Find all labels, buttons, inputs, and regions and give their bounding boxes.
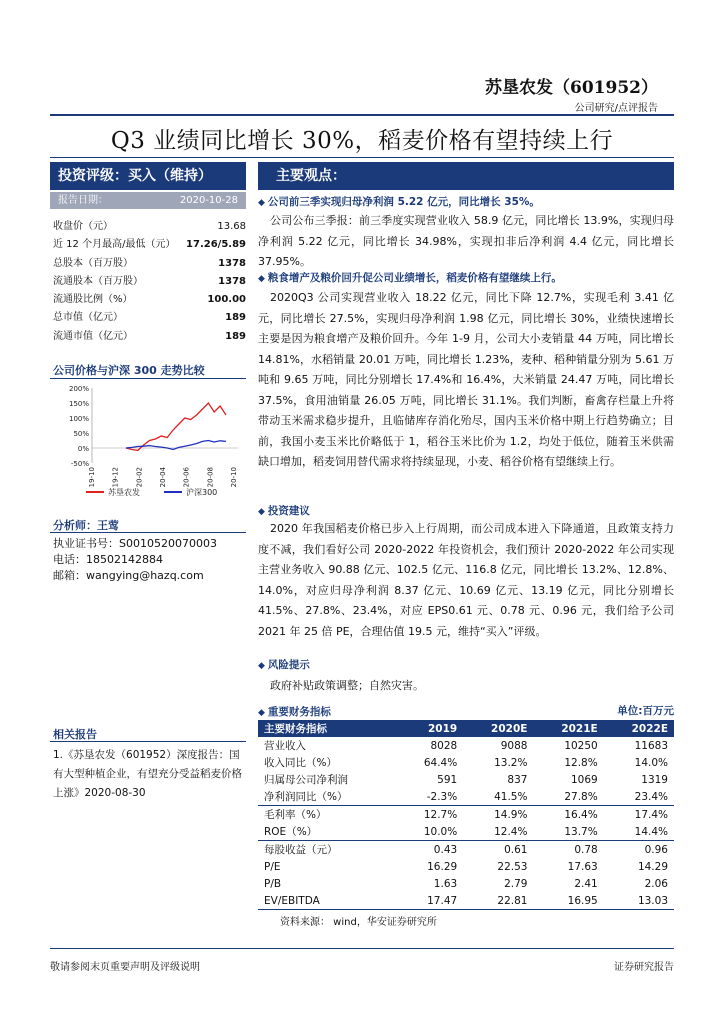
stat-row [53,218,246,236]
table-cell: 17.47 [427,894,458,907]
table-cell: 14.9% [463,806,533,824]
table-row [258,788,674,806]
table-cell: 0.43 [397,841,463,859]
table-row [258,875,674,892]
investment-advice-heading: ◆ 投资建议 [258,503,310,518]
table-cell: 27.8% [564,790,598,803]
financial-indicators-heading: ◆ 重要财务指标 [258,704,331,719]
table-cell: EV/EBITDA [264,894,320,907]
table-cell: 16.95 [567,894,598,907]
table-cell: P/B [264,877,282,890]
stat-row [53,328,246,346]
table-row [258,841,674,859]
table-cell: 归属母公司净利润 [264,774,348,786]
stat-row [53,236,246,254]
y-tick-label: 150% [68,400,89,408]
x-tick-label: 20-10 [230,467,238,488]
table-cell: 收入同比（%） [264,757,337,769]
series-line-0 [126,403,226,450]
stat-label: 流通股比例（%） [53,294,133,306]
price-performance-chart [50,380,246,510]
stat-label: 近 12 个月最高/最低（元） [53,239,176,251]
table-cell: 591 [437,773,458,786]
key-point-1: ◆ 公司前三季实现归母净利润 5.22 亿元，同比增长 35%。 [258,194,540,209]
paragraph-1: 公司公布三季报：前三季度实现营业收入 58.9 亿元，同比增长 13.9%，实现归母净利润 5.22 亿元，同比增长 34.98%，实现扣非后净利润 4.4 亿元，同比增长 37.95%。 [258,214,674,268]
table-row [258,737,674,754]
table-header-row [258,720,674,737]
table-cell: 16.4% [533,806,603,824]
table-cell: 837 [507,773,528,786]
footer-report-label: 证券研究报告 [614,962,674,973]
analyst-title: 分析师：王莺 [53,519,119,532]
data-source: 资料来源： wind，华安证券研究所 [280,917,437,928]
chart-title: 公司价格与沪深 300 走势比较 [53,364,205,377]
table-cell: 12.7% [397,806,463,824]
report-date: 2020-10-28 [179,195,238,206]
legend-label: 沪深300 [186,488,218,497]
table-cell: 13.03 [637,894,668,907]
table-cell: 每股收益（元） [258,841,397,859]
y-tick-label: 0% [77,445,89,453]
x-tick-label: 20-08 [206,467,215,488]
stat-value: 17.26/5.89 [186,239,246,251]
legend-label: 苏垦农发 [108,488,140,497]
report-title: Q3 业绩同比增长 30%，稻麦价格有望持续上行 [110,128,614,154]
table-cell: 10250 [564,739,598,752]
table-cell: 1319 [641,773,668,786]
x-tick-label: 20-02 [135,467,144,488]
table-cell: 14.0% [634,756,668,769]
analyst-divider [50,532,246,533]
table-header: 2022E [604,720,674,737]
x-tick-label: 19-12 [111,467,120,488]
report-date-bar [50,192,246,209]
table-cell: 41.5% [494,790,528,803]
stat-row [53,309,246,327]
stat-label: 流通市值（亿元） [53,330,133,342]
table-cell: 17.4% [604,806,674,824]
table-cell: 营业收入 [264,740,306,752]
table-cell: 16.29 [427,860,458,873]
x-tick-label: 20-06 [182,467,191,488]
stat-value: 1378 [218,275,246,287]
x-tick-label: 20-04 [159,467,167,488]
table-cell: 13.2% [494,756,528,769]
table-cell: 2.41 [574,877,598,890]
title-divider [50,157,674,158]
table-cell: 8028 [430,739,458,752]
footer-divider [50,948,674,949]
chart-title-divider [50,378,246,379]
table-cell: 22.53 [497,860,528,873]
table-cell: 0.96 [604,841,674,859]
stock-stats [53,218,246,346]
table-cell: ROE（%） [264,826,318,838]
main-views-header: 主要观点： [258,162,674,190]
stat-label: 收盘价（元） [53,221,113,232]
stat-value: 13.68 [217,221,246,232]
table-cell: 0.78 [533,841,603,859]
analyst-phone: 电话：18502142884 [53,553,163,566]
footer-disclaimer[interactable]: 敬请参阅末页重要声明及评级说明 [50,962,200,973]
table-row [258,754,674,771]
stat-label: 总股本（百万股） [53,257,133,269]
table-cell: 12.8% [564,756,598,769]
stat-row [53,291,246,309]
table-cell: 2.79 [504,877,528,890]
table-cell: 23.4% [634,790,668,803]
related-reports-title: 相关报告 [53,728,97,741]
table-cell: 1069 [570,773,598,786]
paragraph-3: 2020 年我国稻麦价格已步入上行周期，而公司成本进入下降通道，且政策支持力度不减，我们看好公司 2020-2022 年投资机会，我们预计 2020-2022 年公司实现主营业务收入 90.88 亿元、102.5 亿元、116.8 亿元，同比增长 13.2%、12.8%、14.0%，对应归母净利润 8.37 亿元、10.69 亿元、13.19 亿元，同比分别增长 41.5%、27.8%、23.4%，对应 EPS0.61 元、0.78 元、0.96 元，我们给予公司 2021 年 25 倍 PE，合理估值 19.5 元，维持“买入”评级。 [258,522,674,638]
table-row [258,806,674,824]
table-cell: 0.61 [463,841,533,859]
table-cell: 2.06 [644,877,668,890]
table-row [258,892,674,910]
stat-value: 100.00 [207,294,246,306]
company-name: 苏垦农发（601952） [485,78,658,98]
table-cell: 17.63 [567,860,598,873]
table-cell: 22.81 [497,894,528,907]
unit-label: 单位:百万元 [617,705,674,717]
table-header: 2021E [533,720,603,737]
stat-value: 189 [225,312,246,324]
table-header: 主要财务指标 [258,720,397,737]
related-report-item[interactable]: 1.《苏垦农发（601952）深度报告：国有大型种植企业，有望充分受益稻麦价格上涨》2020-08-30 [53,749,242,799]
table-cell: 14.29 [637,860,668,873]
table-cell: 11683 [634,739,668,752]
table-cell: 9088 [500,739,528,752]
table-cell: P/E [264,860,281,873]
table-row [258,858,674,875]
related-divider [50,741,246,742]
table-cell: 净利润同比（%） [264,791,348,803]
y-tick-label: -50% [70,460,89,468]
table-cell: 14.4% [634,825,668,838]
stat-value: 1378 [218,257,246,269]
stat-label: 流通股本（百万股） [53,275,143,287]
table-header: 2019 [397,720,463,737]
y-tick-label: 100% [68,415,89,423]
key-point-2: ◆ 粮食增产及粮价回升促公司业绩增长，稻麦价格有望继续上行。 [258,270,562,285]
y-tick-label: 200% [68,385,89,393]
table-cell: -2.3% [426,790,458,803]
stat-label: 总市值（亿元） [53,312,123,324]
table-header: 2020E [463,720,533,737]
header-divider [50,114,674,116]
stat-value: 189 [225,330,246,342]
table-cell: 13.7% [564,825,598,838]
stat-row [53,255,246,273]
table-cell: 64.4% [423,756,458,769]
analyst-email: 邮箱：wangying@hazq.com [53,569,204,582]
table-row [258,823,674,841]
paragraph-4: 政府补贴政策调整；自然灾害。 [270,679,424,692]
financial-table [258,720,674,910]
table-cell: 1.63 [433,877,458,890]
table-row [258,771,674,788]
paragraph-2: 2020Q3 公司实现营业收入 18.22 亿元，同比下降 12.7%，实现毛利 3.41 亿元，同比增长 27.5%，实现归母净利润 1.98 亿元，同比增长 30%，业绩快速增长主要是因为粮食增产及粮价回升。今年 1-9 月，公司大小麦销量 44 万吨，同比增长 14.81%，水稻销量 20.01 万吨，同比增长 1.23%，麦种、稻种销量分别为 5.61 万吨和 9.65 万吨，同比分别增长 17.4%和 16.4%，大米销量 24.47 万吨，同比增长 37.5%，食用油销量 26.05 万吨，同比增长 31.1%。我们判断，畜禽存栏量上升将带动玉米需求稳步提升，且临储库存消化殆尽，国内玉米价格中期上行趋势确立；目前，我国小麦玉米比价略低于 1，稻谷玉米比价为 1.2，均处于低位，随着玉米供需缺口增加，稻麦饲用替代需求将持续显现，小麦、稻谷价格有望继续上行。 [258,291,674,468]
analyst-license: 执业证书号：S0010520070003 [53,537,217,550]
report-date-label: 报告日期： [58,195,108,206]
y-tick-label: 50% [73,430,89,438]
investment-rating: 投资评级：买入（维持） [50,162,246,190]
stat-row [53,273,246,291]
table-cell: 12.4% [494,825,528,838]
report-type: 公司研究/点评报告 [574,103,658,114]
table-cell: 10.0% [423,825,458,838]
risk-heading: ◆ 风险提示 [258,657,310,672]
table-cell: 毛利率（%） [258,806,397,824]
x-tick-label: 19-10 [88,467,96,488]
